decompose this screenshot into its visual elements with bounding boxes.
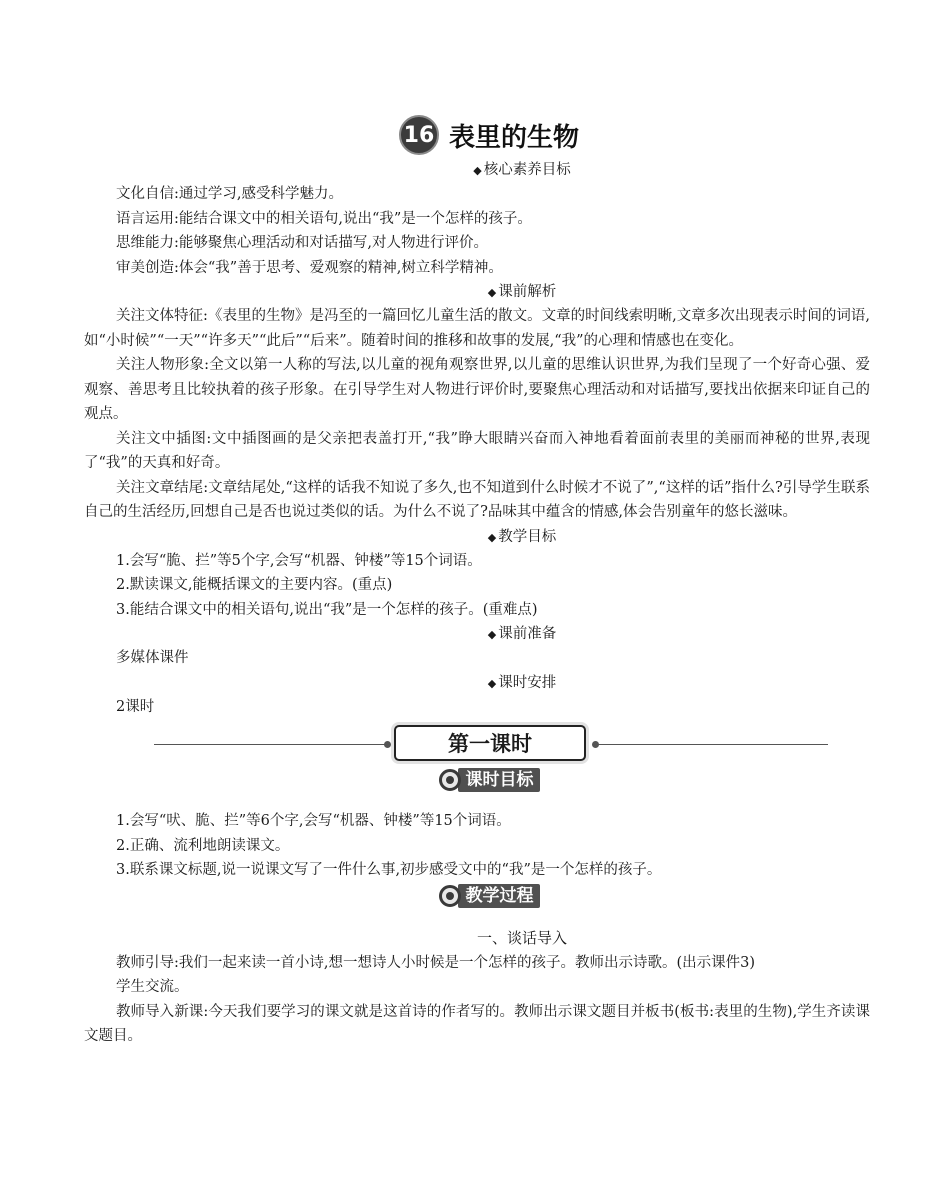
document-page <box>84 112 870 1049</box>
schedule-text: 2课时 <box>116 698 155 715</box>
core-goal-item: 审美创造:体会“我”善于思考、爱观察的精神,树立科学精神。 <box>116 259 503 276</box>
lesson-title: 表里的生物 <box>448 122 579 153</box>
target-icon <box>439 769 461 791</box>
analysis-heading: ◆ 课前解析 <box>487 284 557 300</box>
preparation-heading: ◆ 课前准备 <box>487 626 557 642</box>
lesson-number-badge: 16 <box>399 115 439 155</box>
process-badge-row <box>108 883 870 911</box>
period-banner <box>84 723 870 767</box>
diamond-icon: ◆ <box>487 628 497 641</box>
diamond-icon: ◆ <box>487 676 497 690</box>
divider <box>154 744 386 745</box>
analysis-paragraph: 关注文体特征:《表里的生物》是冯至的一篇回忆儿童生活的散文。文章的时间线索明晰,文章多次出现表示时间的词语,如“小时候”“一天”“许多天”“此后”“后来”。随着时间的推移和故事的发展,“我”的心理和情感也在变化。 <box>84 308 870 349</box>
teaching-goal-item: 1.会写“脆、拦”等5个字,会写“机器、钟楼”等15个词语。 <box>116 552 482 569</box>
step-paragraph: 学生交流。 <box>116 979 189 995</box>
schedule-heading: ◆ 课时安排 <box>487 674 557 691</box>
teaching-goal-item: 2.默读课文,能概括课文的主要内容。(重点) <box>116 577 393 593</box>
diamond-icon: ◆ <box>487 286 497 299</box>
diamond-icon: ◆ <box>487 530 497 544</box>
teaching-goal-item: 3.能结合课文中的相关语句,说出“我”是一个怎样的孩子。(重难点) <box>116 601 538 618</box>
analysis-paragraph: 关注人物形象:全文以第一人称的写法,以儿童的视角观察世界,以儿童的思维认识世界,为我们呈现了一个好奇心强、爱观察、善思考且比较执着的孩子形象。在引导学生对人物进行评价时,要聚焦心理活动和对话描写,要找出依据来印证自己的观点。 <box>84 357 870 422</box>
analysis-paragraph: 关注文中插图:文中插图画的是父亲把表盖打开,“我”睁大眼睛兴奋而入神地看着面前表里的美丽而神秘的世界,表现了“我”的天真和好奇。 <box>84 430 870 471</box>
period-goals-badge-row <box>108 767 870 795</box>
analysis-paragraph: 关注文章结尾:文章结尾处,“这样的话我不知说了多久,也不知道到什么时候才不说了”,“这样的话”指什么?引导学生联系自己的生活经历,回想自己是否也说过类似的话。为什么不说了?品味其中蕴含的情感,体会告别童年的悠长滋味。 <box>84 479 870 520</box>
target-icon <box>439 885 461 907</box>
badge-label: 课时目标 <box>458 768 540 792</box>
core-goal-item: 思维能力:能够聚焦心理活动和对话描写,对人物进行评价。 <box>116 235 488 251</box>
badge-label: 教学过程 <box>458 884 540 908</box>
lesson-title-row <box>108 112 870 158</box>
period-goal-item: 3.联系课文标题,说一说课文写了一件什么事,初步感受文中的“我”是一个怎样的孩子。 <box>116 862 662 878</box>
step-paragraph: 教师导入新课:今天我们要学习的课文就是这首诗的作者写的。教师出示课文题目并板书(板书:表里的生物),学生齐读课文题目。 <box>84 1003 870 1044</box>
step-paragraph: 教师引导:我们一起来读一首小诗,想一想诗人小时候是一个怎样的孩子。教师出示诗歌。(出示课件3) <box>116 954 756 971</box>
core-goal-item: 语言运用:能结合课文中的相关语句,说出“我”是一个怎样的孩子。 <box>116 210 532 227</box>
preparation-text: 多媒体课件 <box>116 650 189 666</box>
core-goals-heading: ◆ 核心素养目标 <box>473 162 571 178</box>
process-badge <box>439 883 540 909</box>
period-title: 第一课时 <box>394 725 586 761</box>
teaching-goals-heading: ◆ 教学目标 <box>487 528 557 545</box>
core-goal-item: 文化自信:通过学习,感受科学魅力。 <box>116 186 343 202</box>
step-heading: 一、谈话导入 <box>476 928 567 947</box>
period-goal-item: 2.正确、流利地朗读课文。 <box>116 837 290 854</box>
diamond-icon: ◆ <box>473 164 482 177</box>
divider-dot <box>384 741 391 748</box>
period-goals-badge <box>439 767 540 793</box>
period-goal-item: 1.会写“吠、脆、拦”等6个字,会写“机器、钟楼”等15个词语。 <box>116 813 511 829</box>
divider <box>594 744 828 745</box>
